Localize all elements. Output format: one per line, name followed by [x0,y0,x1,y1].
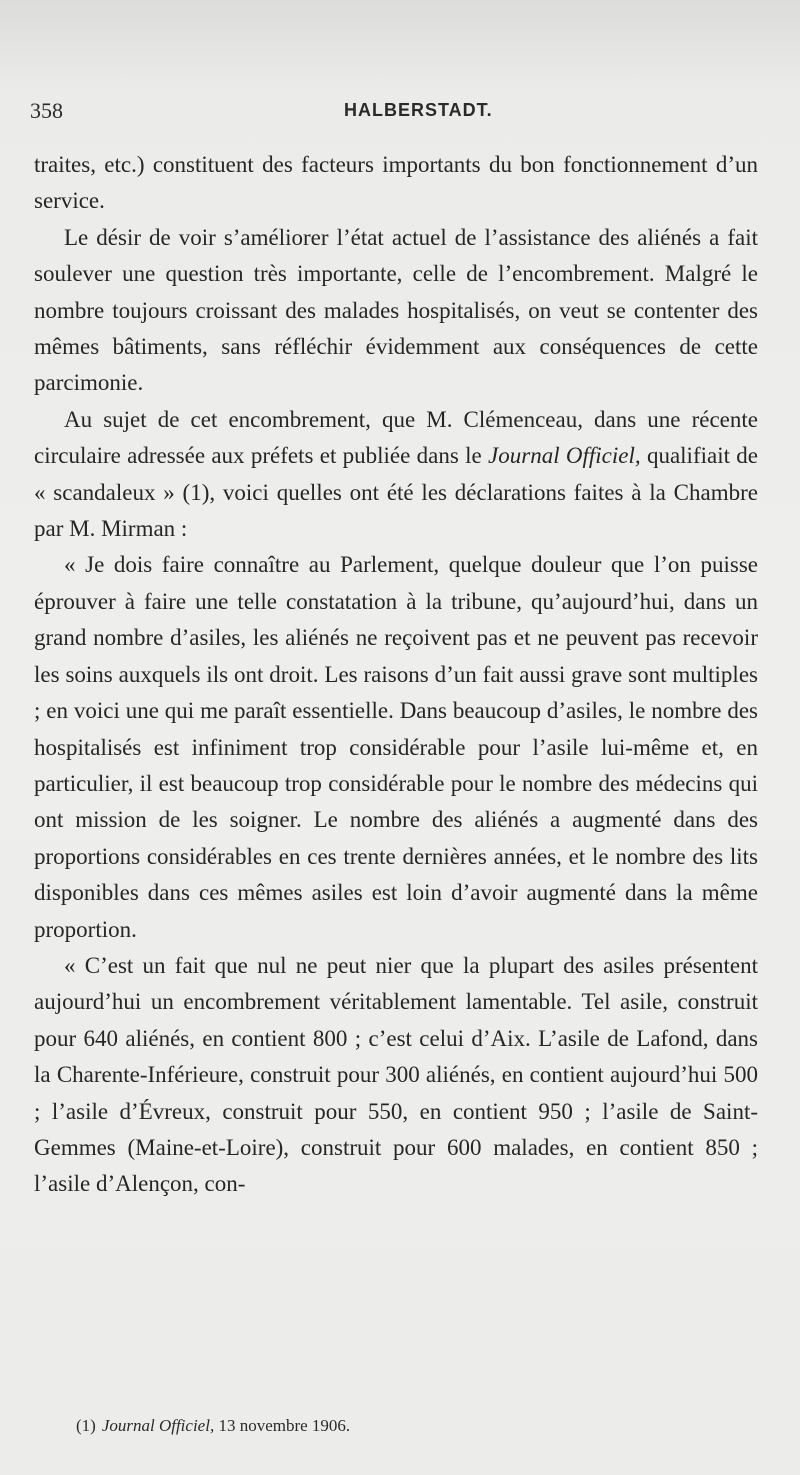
paragraph-2: Le désir de voir s’améliorer l’état actuel de l’assistance des aliénés a fait soulever une question très importante, celle de l’encombrement. Malgré le nombre toujours croissant des malades hospitalisés, on veut se contenter des mêmes bâtiments, sans réfléchir évidemment aux conséquences de cette parcimonie. [34,224,758,396]
body-text [34,147,758,1203]
paragraph-3-text-after: qualifiait de « scandaleux » (1), voici quelles ont été les déclarations faites à la Chambre par M. Mirman : [34,443,758,542]
paragraph-3-text-before: Au sujet de cet encombrement, que M. Clémenceau, dans une récente circulaire adressée aux préfets et publiée dans le [34,406,758,469]
journal-officiel-italic: Journal Officiel, [488,443,641,469]
paragraph-1: traites, etc.) constituent des facteurs importants du bon fonctionnement d’un service. [34,152,758,214]
footnote [76,1416,756,1436]
paragraph-3 [34,402,758,548]
footnote-date: 13 novembre 1906. [214,1416,351,1435]
footnote-title: Journal Officiel, [101,1416,215,1435]
footnote-mark: (1) [76,1416,96,1435]
paragraph-4-quote: « Je dois faire connaître au Parlement, quelque douleur que l’on puisse éprouver à faire une telle constatation à la tribune, qu’aujourd’hui, dans un grand nombre d’asiles, les aliénés ne reçoivent pas et ne peuvent pas recevoir les soins auxquels ils ont droit. Les raisons d’un fait aussi grave sont multiples ; en voici une qui me paraît essentielle. Dans beaucoup d’asiles, le nombre des hospitalisés est infiniment trop considérable pour l’asile lui-même et, en particulier, il est beaucoup trop considérable pour le nombre des médecins qui ont mission de les soigner. Le nombre des aliénés a augmenté dans des proportions considérables en ces trente dernières années, et le nombre des lits disponibles dans ces mêmes asiles est loin d’avoir augmenté dans la même proportion. [34,552,758,942]
page-header [30,98,750,132]
page-number: 358 [30,98,63,123]
running-head: HALBERSTADT. [344,100,493,120]
paragraph-5-quote: « C’est un fait que nul ne peut nier que la plupart des asiles présentent aujourd’hui un encombrement véritablement lamentable. Tel asile, construit pour 640 aliénés, en contient 800 ; c’est celui d’Aix. L’asile de Lafond, dans la Charente-Inférieure, construit pour 300 aliénés, en contient aujourd’hui 500 ; l’asile d’Évreux, construit pour 550, en contient 950 ; l’asile de Saint-Gemmes (Maine-et-Loire), construit pour 600 malades, en contient 850 ; l’asile d’Alençon, con- [34,952,758,1197]
